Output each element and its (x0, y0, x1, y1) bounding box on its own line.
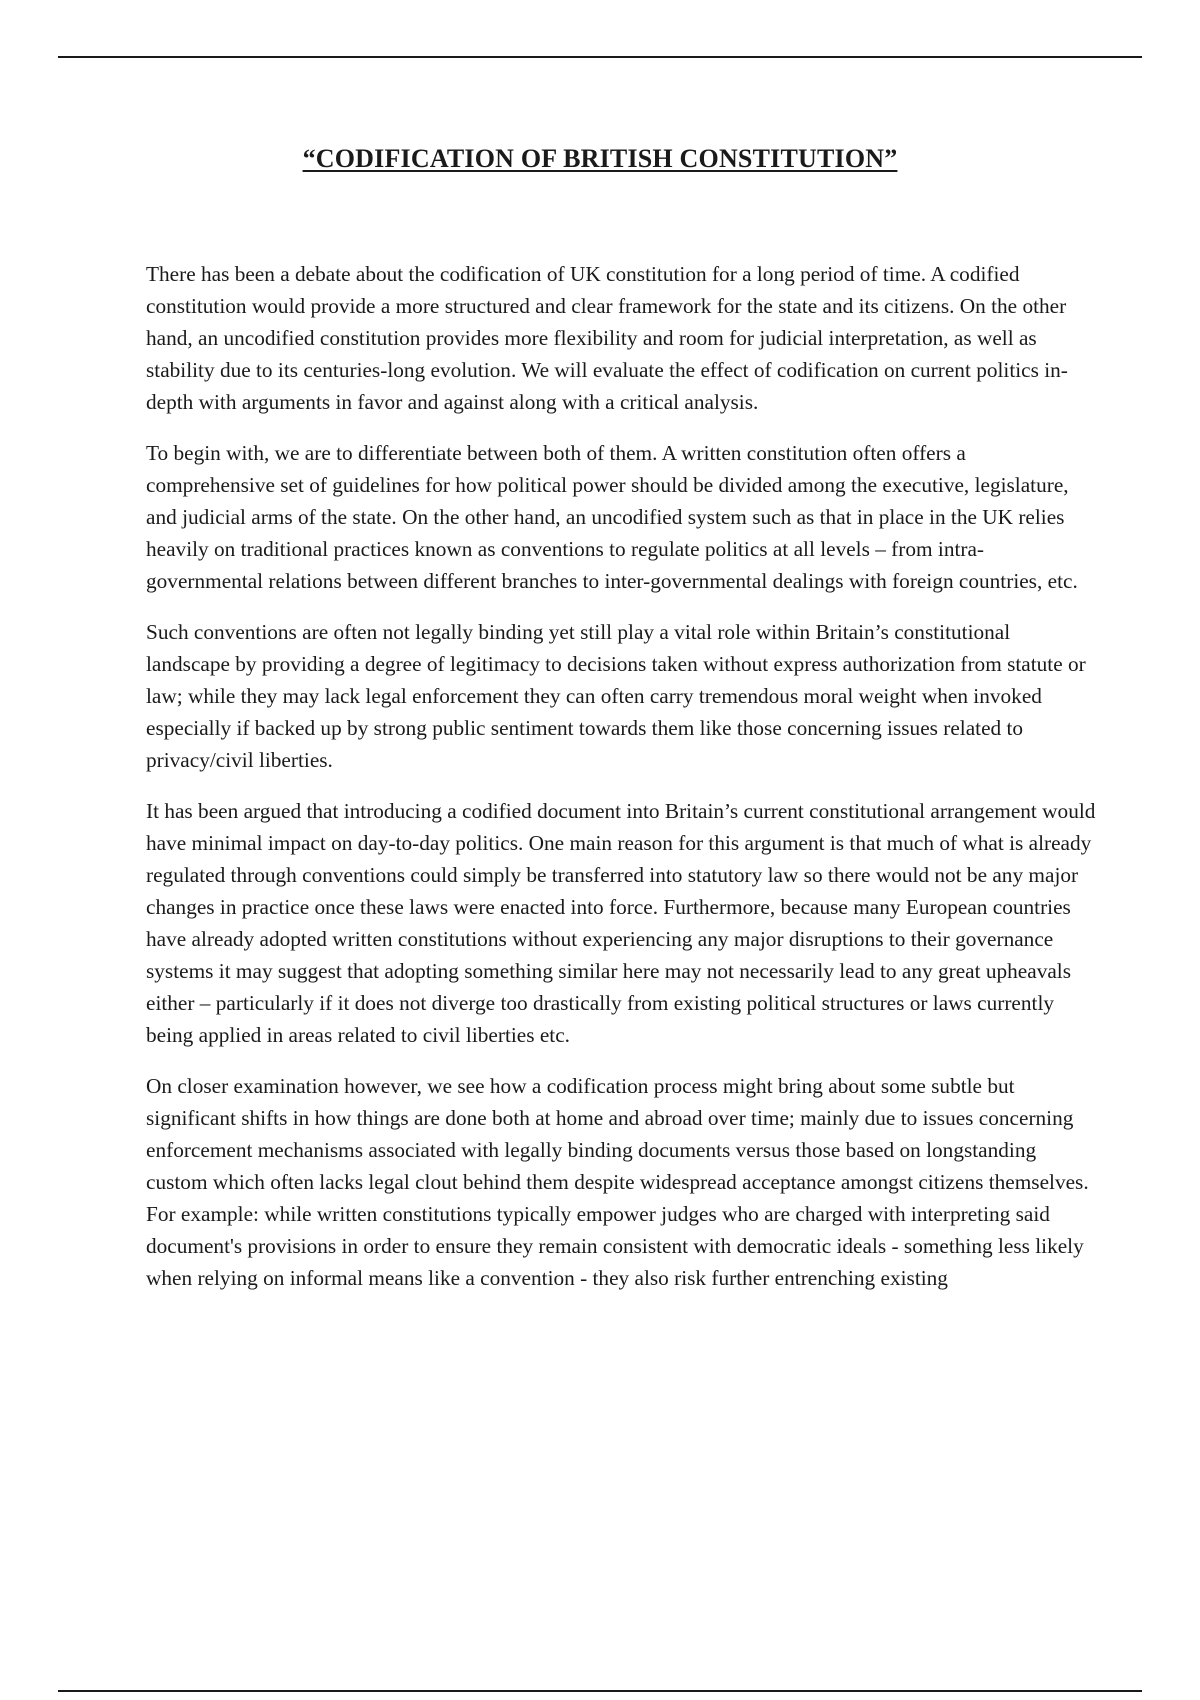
paragraph-conventions: Such conventions are often not legally binding yet still play a vital role within Britain’s constitutional landscape by providing a degree of legitimacy to decisions taken without express authorization from statute or law; while they may lack legal enforcement they can often carry tremendous moral weight when invoked especially if backed up by strong public sentiment towards them like those concerning issues related to privacy/civil liberties. (146, 620, 1086, 772)
page-title: “CODIFICATION OF BRITISH CONSTITUTION” (302, 144, 898, 173)
paragraph-closer-examination: On closer examination however, we see how a codification process might bring about some subtle but significant shifts in how things are done both at home and abroad over time; mainly due to issues concerning enforcement mechanisms associated with legally binding documents versus those based on longstanding custom which often lacks legal clout behind them despite widespread acceptance amongst citizens themselves. For example: while written constitutions typically empower judges who are charged with interpreting said document's provisions in order to ensure they remain consistent with democratic ideals - something less likely when relying on informal means like a convention - they also risk further entrenching existing (146, 1074, 1089, 1290)
paragraph-intro: There has been a debate about the codification of UK constitution for a long period of time. A codified constitution would provide a more structured and clear framework for the state and its citizens. On the other hand, an uncodified constitution provides more flexibility and room for judicial interpretation, as well as stability due to its centuries-long evolution. We will evaluate the effect of codification on current politics in-depth with arguments in favor and against along with a critical analysis. (146, 262, 1068, 414)
top-rule (58, 56, 1142, 58)
paragraph-minimal-impact: It has been argued that introducing a codified document into Britain’s current constitutional arrangement would have minimal impact on day-to-day politics. One main reason for this argument is that much of what is already regulated through conventions could simply be transferred into statutory law so there would not be any major changes in practice once these laws were enacted into force. Furthermore, because many European countries have already adopted written constitutions without experiencing any major disruptions to their governance systems it may suggest that adopting something similar here may not necessarily lead to any great upheavals either – particularly if it does not diverge too drastically from existing political structures or laws currently being applied in areas related to civil liberties etc. (146, 799, 1096, 1047)
paragraph-differentiation: To begin with, we are to differentiate between both of them. A written constitution often offers a comprehensive set of guidelines for how political power should be divided among the executive, legislature, and judicial arms of the state. On the other hand, an uncodified system such as that in place in the UK relies heavily on traditional practices known as conventions to regulate politics at all levels – from intra-governmental relations between different branches to inter-governmental dealings with foreign countries, etc. (146, 441, 1078, 593)
bottom-rule (58, 1690, 1142, 1692)
document-body (146, 258, 1096, 1313)
